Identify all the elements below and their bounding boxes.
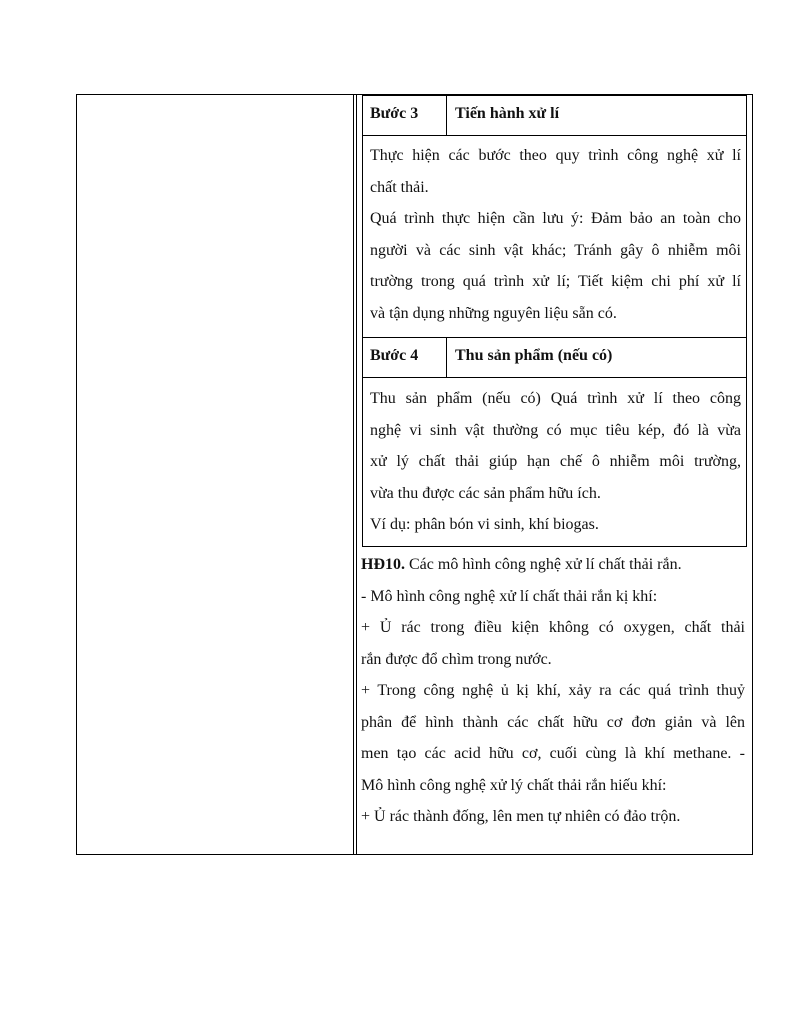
step3-line: chất thải.	[370, 178, 429, 196]
step4-title: Thu sản phẩm (nếu có)	[455, 347, 613, 364]
step3-line: Quá trình thực hiện cần lưu ý: Đảm bảo an toàn cho	[370, 210, 741, 227]
outer-table	[76, 94, 753, 855]
hd10-line: + Ủ rác thành đống, lên men tự nhiên có đảo trộn.	[361, 808, 681, 825]
step4-line: Ví dụ: phân bón vi sinh, khí biogas.	[370, 516, 599, 533]
hd10-line: - Mô hình công nghệ xử lí chất thải rắn kị khí:	[361, 587, 658, 605]
step4-label: Bước 4	[370, 347, 419, 364]
step3-title: Tiến hành xử lí	[455, 105, 560, 122]
step3-body-row	[363, 136, 746, 338]
column-divider	[353, 95, 357, 854]
step3-line: trường trong quá trình xử lí; Tiết kiệm chi phí xử lí	[370, 273, 741, 290]
hd10-line: + Trong công nghệ ủ kị khí, xảy ra các quá trình thuỷ	[361, 682, 745, 699]
hd10-line: + Ủ rác trong điều kiện không có oxygen, chất thải	[361, 619, 745, 636]
hd10-line: Mô hình công nghệ xử lý chất thải rắn hiếu khí:	[361, 776, 667, 794]
step4-body-row	[363, 378, 746, 546]
step3-label: Bước 3	[370, 105, 419, 122]
hd10-heading	[361, 549, 745, 581]
step3-line: và tận dụng những nguyên liệu sẵn có.	[370, 304, 617, 322]
step4-line: xử lý chất thải giúp hạn chế ô nhiễm môi trường,	[370, 453, 741, 470]
hd10-section	[361, 549, 745, 833]
step4-body	[370, 383, 741, 541]
hd10-heading-bold: HĐ10.	[361, 556, 405, 573]
hd10-line: men tạo các acid hữu cơ, cuối cùng là khí methane. -	[361, 745, 745, 762]
hd10-heading-text: Các mô hình công nghệ xử lí chất thải rắn.	[405, 556, 682, 573]
step3-line: người và các sinh vật khác; Tránh gây ô nhiễm môi	[370, 241, 741, 259]
hd10-line: rắn được đổ chìm trong nước.	[361, 650, 552, 668]
hd10-line: phân để hình thành các chất hữu cơ đơn giản và lên	[361, 713, 745, 731]
step3-body	[370, 140, 741, 329]
step3-header-row	[363, 96, 746, 136]
step4-header-row	[363, 338, 746, 378]
step4-line: vừa thu được các sản phẩm hữu ích.	[370, 484, 601, 502]
step4-line: nghệ vi sinh vật thường có mục tiêu kép, đó là vừa	[370, 421, 741, 439]
step3-line: Thực hiện các bước theo quy trình công nghệ xử lí	[370, 147, 741, 164]
step4-line: Thu sản phẩm (nếu có) Quá trình xử lí theo công	[370, 390, 741, 407]
steps-table	[362, 95, 747, 547]
